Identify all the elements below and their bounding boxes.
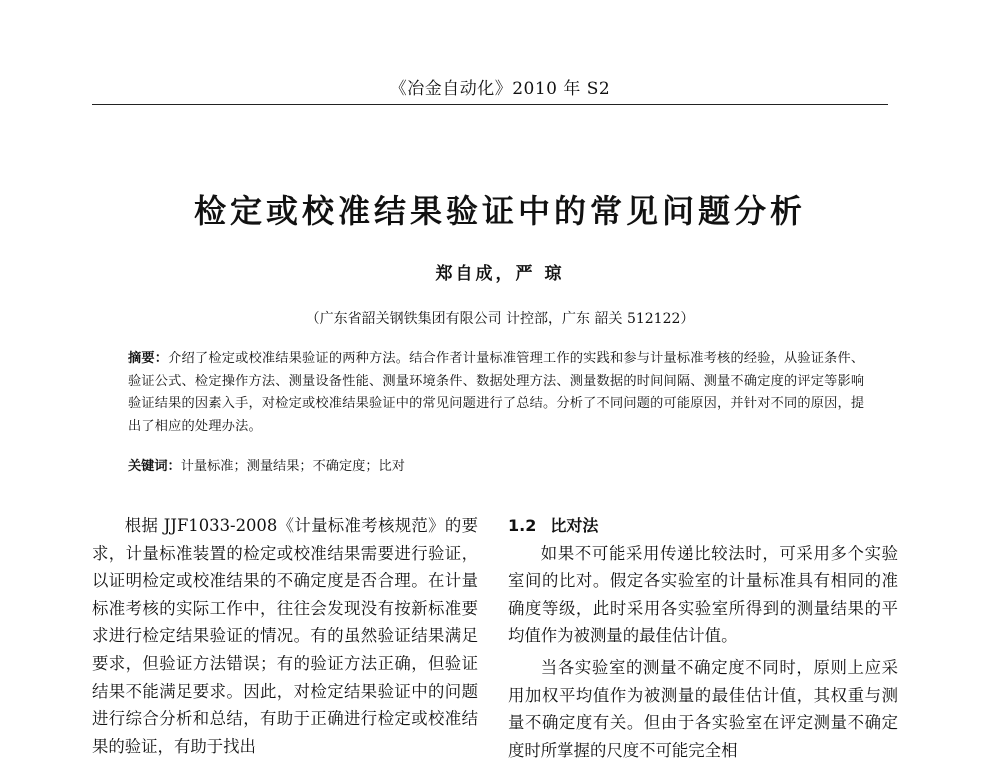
keywords-label: 关键词： [128,459,181,474]
section-heading [508,512,898,540]
section-number: 1.2 [508,516,537,535]
article-affiliation: （广东省韶关钢铁集团有限公司 计控部，广东 韶关 512122） [305,311,695,327]
journal-header: 《冶金自动化》2010 年 S2 [389,79,611,99]
keywords [128,456,876,478]
article-authors: 郑自成，严 琼 [435,264,565,284]
intro-paragraph: 根据 JJF1033-2008《计量标准考核规范》的要求，计量标准装置的检定或校准结果需要进行验证，以证明检定或校准结果的不确定度是否合理。在计量标准考核的实际工作中，往往会发现没有按新标准要求进行检定结果验证的情况。有的虽然验证结果满足要求，但验证方法错误；有的验证方法正确，但验证结果不能满足要求。因此，对检定结果验证中的问题进行综合分析和总结，有助于正确进行检定或校准结果的验证，有助于找出 [92,516,478,756]
comparison-paragraph-1: 如果不可能采用传递比较法时，可采用多个实验室间的比对。假定各实验室的计量标准具有相同的准确度等级，此时采用各实验室所得到的测量结果的平均值作为被测量的最佳估计值。 [508,543,898,646]
left-column [92,512,478,760]
article-title: 检定或校准结果验证中的常见问题分析 [193,192,806,230]
keywords-text: 计量标准；测量结果；不确定度；比对 [180,459,405,474]
header-rule [92,104,888,105]
section-title: 比对法 [550,516,599,535]
abstract [128,348,876,438]
abstract-label: 摘要： [128,351,169,366]
abstract-text: 介绍了检定或校准结果验证的两种方法。结合作者计量标准管理工作的实践和参与计量标准考核的经验，从验证条件、验证公式、检定操作方法、测量设备性能、测量环境条件、数据处理方法、测量数据的时间间隔、测量不确定度的评定等影响验证结果的因素入手，对检定或校准结果验证中的常见问题进行了总结。分析了不同问题的可能原因，并针对不同的原因，提出了相应的处理办法。 [128,351,865,434]
right-column [508,512,898,764]
comparison-paragraph-2: 当各实验室的测量不确定度不同时，原则上应采用加权平均值作为被测量的最佳估计值，其权重与测量不确定度有关。但由于各实验室在评定测量不确定度时所掌握的尺度不可能完全相 [508,657,898,760]
